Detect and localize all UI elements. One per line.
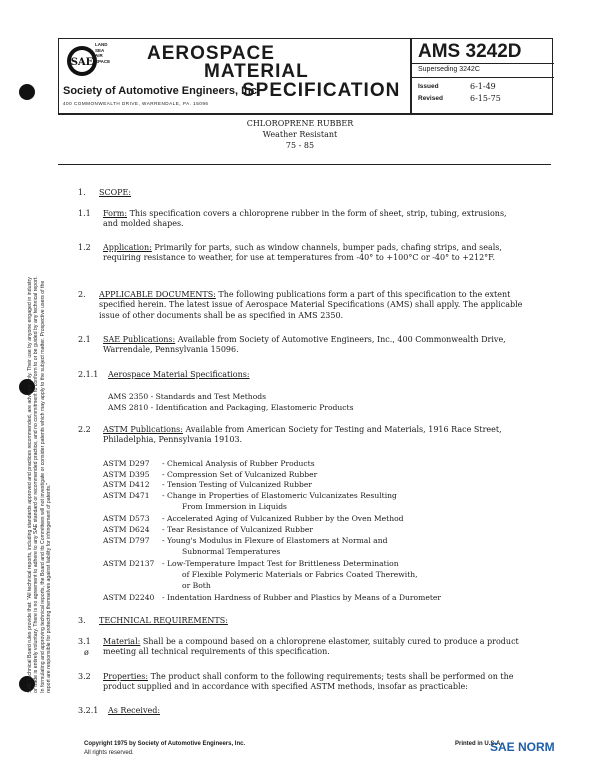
section-1-1: Form: This specification covers a chloroprene rubber in the form of sheet, strip, tubing, extrusions, and molded shapes. bbox=[103, 209, 507, 229]
astm-code: ASTM D573 bbox=[103, 514, 150, 523]
astm-title: - Young's Modulus in Flexure of Elastomers at Normal and bbox=[162, 536, 388, 545]
astm-title: or Both bbox=[182, 581, 211, 590]
svg-text:SAE: SAE bbox=[70, 57, 94, 68]
section-number: 1. bbox=[78, 188, 86, 197]
doc-info-box bbox=[410, 39, 554, 113]
printed-in: Printed in U.S.A. bbox=[455, 741, 503, 747]
title-aerospace: AEROSPACE bbox=[147, 43, 275, 64]
rights: All rights reserved. bbox=[84, 750, 134, 756]
astm-title: - Chemical Analysis of Rubber Products bbox=[162, 459, 315, 468]
astm-code: ASTM D471 bbox=[103, 491, 150, 500]
sae-norm-watermark: SAE NORM bbox=[490, 740, 555, 754]
doc-title-line1: CHLOROPRENE RUBBER bbox=[246, 119, 354, 128]
section-number: 3.2.1 bbox=[78, 706, 99, 715]
section-heading-technical: TECHNICAL REQUIREMENTS: bbox=[99, 616, 228, 625]
section-2-2: ASTM Publications: Available from American Society for Testing and Materials, 1916 Race Street, Philadelphia, Pennsylvania 19103. bbox=[103, 425, 502, 445]
revised-value: 6-15-75 bbox=[470, 94, 501, 103]
copyright: Copyright 1975 by Society of Automotive Engineers, Inc. bbox=[84, 741, 246, 747]
issued-value: 6-1-49 bbox=[470, 82, 496, 91]
revision-mark: ø bbox=[84, 648, 89, 657]
society-address: 400 COMMONWEALTH DRIVE, WARRENDALE, PA. 15096 bbox=[63, 101, 209, 106]
astm-title: Subnormal Temperatures bbox=[182, 547, 281, 556]
issued-label: Issued bbox=[418, 83, 439, 90]
section-2-1: SAE Publications: Available from Society of Automotive Engineers, Inc., 400 Commonwealth Drive, Warrendale, Pennsylvania 15096. bbox=[103, 335, 506, 355]
section-heading-ams: Aerospace Material Specifications: bbox=[108, 370, 250, 379]
section-heading-scope: SCOPE: bbox=[99, 188, 132, 197]
revised-label: Revised bbox=[418, 95, 443, 102]
section-number: 3.1 bbox=[78, 637, 91, 646]
astm-title: - Compression Set of Vulcanized Rubber bbox=[162, 470, 318, 479]
astm-title: - Indentation Hardness of Rubber and Plastics by Means of a Durometer bbox=[162, 593, 441, 602]
doc-title-line2: Weather Resistant bbox=[262, 130, 338, 139]
section-number: 2.2 bbox=[78, 425, 91, 434]
doc-number: AMS 3242D bbox=[418, 41, 522, 62]
logo-words: LAND SEA AIR SPACE bbox=[95, 42, 111, 64]
astm-code: ASTM D2137 bbox=[103, 559, 155, 568]
astm-code: ASTM D412 bbox=[103, 480, 150, 489]
astm-title: of Flexible Polymeric Materials or Fabrics Coated Therewith, bbox=[182, 570, 418, 579]
astm-title: From Immersion in Liquids bbox=[182, 502, 287, 511]
title-material: MATERIAL bbox=[204, 61, 309, 82]
section-3-1: Material: Shall be a compound based on a chloroprene elastomer, suitably cured to produce a product meeting all technical requirements of this specification. bbox=[103, 637, 519, 657]
astm-title: - Tear Resistance of Vulcanized Rubber bbox=[162, 525, 314, 534]
astm-title: - Accelerated Aging of Vulcanized Rubber by the Oven Method bbox=[162, 514, 404, 523]
astm-code: ASTM D2240 bbox=[103, 593, 155, 602]
ams-ref: AMS 2810 - Identification and Packaging, Elastomeric Products bbox=[108, 403, 354, 412]
astm-code: ASTM D797 bbox=[103, 536, 150, 545]
astm-title: - Tension Testing of Vulcanized Rubber bbox=[162, 480, 312, 489]
astm-code: ASTM D624 bbox=[103, 525, 150, 534]
section-number: 2.1 bbox=[78, 335, 91, 344]
section-number: 1.2 bbox=[78, 243, 91, 252]
ams-ref: AMS 2350 - Standards and Test Methods bbox=[108, 392, 267, 401]
section-number: 2.1.1 bbox=[78, 370, 99, 379]
astm-code: ASTM D395 bbox=[103, 470, 150, 479]
punch-hole-top bbox=[19, 84, 35, 100]
section-1-2: Application: Primarily for parts, such as window channels, bumper pads, chafing strips, and seals, requiring resistance to weather, for use at temperatures from -40° to +100°C or -40° to +212°F. bbox=[103, 243, 502, 263]
doc-title-line3: 75 - 85 bbox=[285, 141, 315, 150]
technical-board-disclaimer: SAE Technical Board rules provide that: "All technical reports, including standards approved and practices recommended, are advisory only. Their use by anyone engaged in industry or trade is entirely voluntary. There is no agreement to adhere to any SAE standard or recommended practice, and no commitment to conform to or be guided by any technical report. In formulating and approving technical reports, the Board and its Committees will not investigate or consider patents which may apply to the subject matter. Prospective users of the report are responsible for protecting themselves against liability for infringement of patents." bbox=[27, 276, 53, 693]
section-number: 3. bbox=[78, 616, 86, 625]
section-number: 1.1 bbox=[78, 209, 91, 218]
astm-title: - Change in Properties of Elastomeric Vulcanizates Resulting bbox=[162, 491, 397, 500]
section-2: APPLICABLE DOCUMENTS: The following publications form a part of this specification to the extent specified herein. The latest issue of Aerospace Material Specifications (AMS) shall apply. The applicable issue of other documents shall be as specified in AMS 2350. bbox=[99, 290, 523, 320]
astm-code: ASTM D297 bbox=[103, 459, 150, 468]
society-name: Society of Automotive Engineers, Inc. bbox=[63, 85, 261, 97]
superseding: Superseding 3242C bbox=[418, 66, 480, 73]
section-number: 3.2 bbox=[78, 672, 91, 681]
astm-title: - Low-Temperature Impact Test for Brittleness Determination bbox=[162, 559, 399, 568]
section-heading-as-received: As Received: bbox=[108, 706, 161, 715]
spec-header bbox=[58, 38, 553, 115]
section-3-2: Properties: The product shall conform to the following requirements; tests shall be performed on the product supplied and in accordance with specified ASTM methods, insofar as practicable: bbox=[103, 672, 514, 692]
title-specification: SPECIFICATION bbox=[242, 80, 401, 101]
title-rule bbox=[58, 164, 551, 165]
section-number: 2. bbox=[78, 290, 86, 299]
